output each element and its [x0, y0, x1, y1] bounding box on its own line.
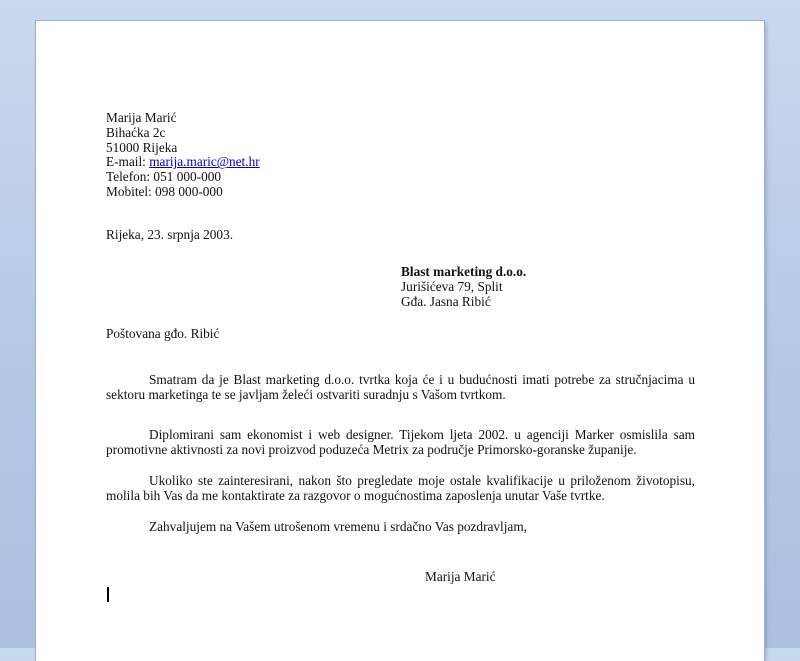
text-cursor — [107, 587, 109, 602]
letter-date: Rijeka, 23. srpnja 2003. — [106, 227, 234, 242]
paragraph — [106, 373, 695, 403]
recipient-person: Gđa. Jasna Ribić — [401, 293, 491, 309]
paragraph-text: Zahvaljujem na Vašem utrošenom vremenu i srdačno Vas pozdravljam, — [149, 519, 527, 534]
recipient-block — [401, 265, 526, 309]
email-label: E-mail: — [106, 154, 150, 170]
paragraph-text: Ukoliko ste zainteresirani, nakon što pregledate moje ostale kvalifikacije u priloženom životopisu, molila bih Vas da me kontaktirate za razgovor o mogućnostima zaposlenja unutar Vaše tvrtke. — [106, 473, 695, 503]
sender-email-line — [106, 155, 260, 170]
paragraph — [106, 520, 695, 535]
paragraph-text: Smatram da je Blast marketing d.o.o. tvrtka koja će i u budućnosti imati potrebe za stručnjacima u sektoru marketinga te se javljam želeći ostvariti suradnju s Vašom tvrtkom. — [106, 372, 695, 402]
document-page[interactable] — [36, 21, 764, 661]
recipient-company: Blast marketing d.o.o. — [401, 264, 527, 279]
email-link[interactable]: marija.maric@net.hr — [149, 154, 260, 170]
paragraph — [106, 428, 695, 458]
sender-phone: Telefon: 051 000-000 — [106, 169, 222, 185]
sender-city: 51000 Rijeka — [106, 139, 178, 155]
paragraph-text: Diplomirani sam ekonomist i web designer. Tijekom ljeta 2002. u agenciji Marker osmislila sam promotivne aktivnosti za novi proizvod poduzeća Metrix za područje Primorsko-goranske županije. — [106, 427, 695, 457]
signature: Marija Marić — [425, 569, 496, 584]
sender-mobile: Mobitel: 098 000-000 — [106, 183, 223, 199]
sender-block — [106, 111, 260, 200]
sender-street: Bihaćka 2c — [106, 124, 166, 140]
recipient-address: Jurišićeva 79, Split — [401, 278, 503, 294]
greeting: Poštovana gđo. Ribić — [106, 326, 220, 341]
sender-name: Marija Marić — [106, 110, 177, 125]
paragraph — [106, 474, 695, 504]
